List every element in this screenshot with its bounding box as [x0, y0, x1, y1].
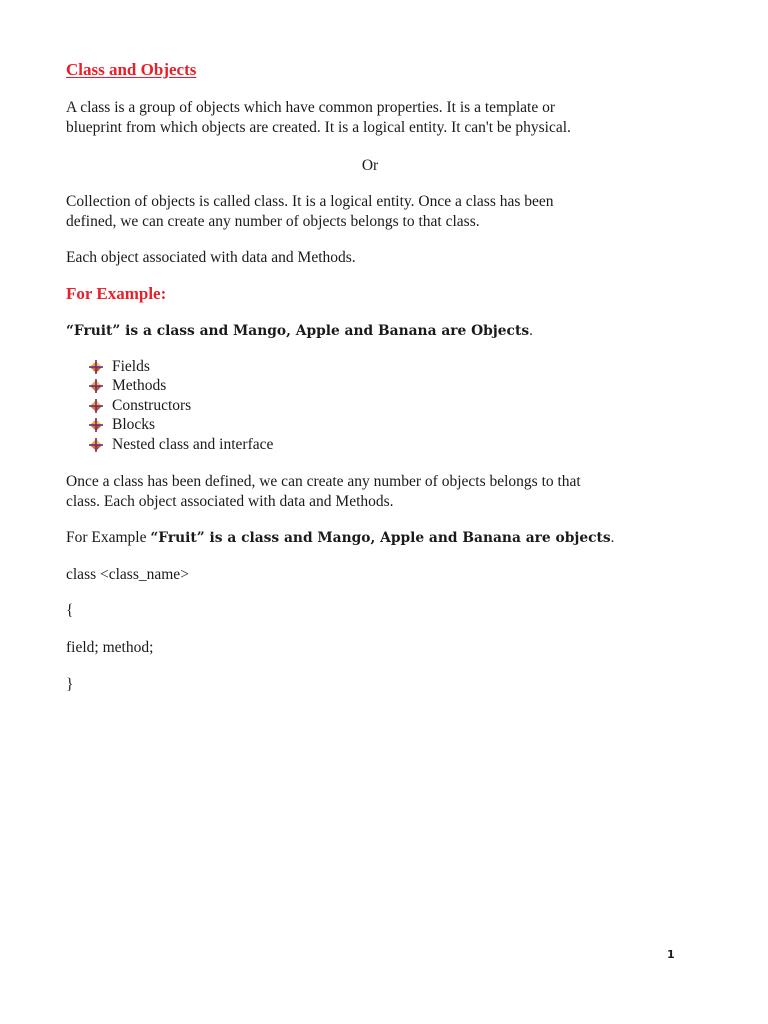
example-sentence — [66, 321, 533, 341]
example-heading: For Example: — [66, 284, 167, 303]
cross-bullet-icon — [88, 417, 104, 433]
cross-bullet-icon — [88, 378, 104, 394]
cross-bullet-icon — [88, 398, 104, 414]
document-title: Class and Objects — [66, 60, 197, 79]
code-class-declaration: class <class_name> — [66, 566, 189, 583]
list-item — [88, 416, 273, 436]
paragraph-once-defined-line-1: Once a class has been defined, we can create any number of objects belongs to that — [66, 473, 581, 490]
example-2-end: . — [610, 530, 615, 546]
code-body: field; method; — [66, 639, 154, 656]
code-open-brace: { — [66, 602, 74, 619]
example-2-prefix: For Example — [66, 529, 151, 546]
list-item-label: Nested class and interface — [112, 435, 274, 453]
example-sentence-end: . — [529, 323, 533, 339]
cross-bullet-icon — [88, 359, 104, 375]
list-item-label: Blocks — [112, 416, 156, 434]
example-2-bold: “Fruit” is a class and Mango, Apple and Banana are objects — [150, 530, 611, 546]
paragraph-once-defined-line-2: class. Each object associated with data and Methods. — [66, 493, 394, 510]
or-separator: Or — [361, 157, 379, 174]
code-close-brace: } — [66, 676, 74, 693]
list-item-label: Fields — [112, 357, 150, 375]
list-item-label: Methods — [112, 377, 167, 395]
paragraph-data-methods: Each object associated with data and Methods. — [66, 249, 356, 266]
paragraph-definition-line-2: blueprint from which objects are created. It is a logical entity. It can't be physical. — [66, 119, 571, 136]
example-sentence-2 — [66, 528, 614, 548]
example-sentence-bold: “Fruit” is a class and Mango, Apple and Banana are Objects — [66, 323, 530, 339]
paragraph-collection-line-1: Collection of objects is called class. It is a logical entity. Once a class has been — [66, 193, 554, 210]
paragraph-definition-line-1: A class is a group of objects which have common properties. It is a template or — [66, 99, 555, 116]
page-number: 1 — [667, 948, 675, 961]
list-item-label: Constructors — [112, 396, 192, 414]
list-item — [88, 357, 273, 377]
cross-bullet-icon — [88, 437, 104, 453]
list-item — [88, 396, 273, 416]
list-item — [88, 377, 273, 397]
feature-list — [88, 357, 273, 455]
paragraph-collection-line-2: defined, we can create any number of objects belongs to that class. — [66, 213, 480, 230]
list-item — [88, 435, 273, 455]
